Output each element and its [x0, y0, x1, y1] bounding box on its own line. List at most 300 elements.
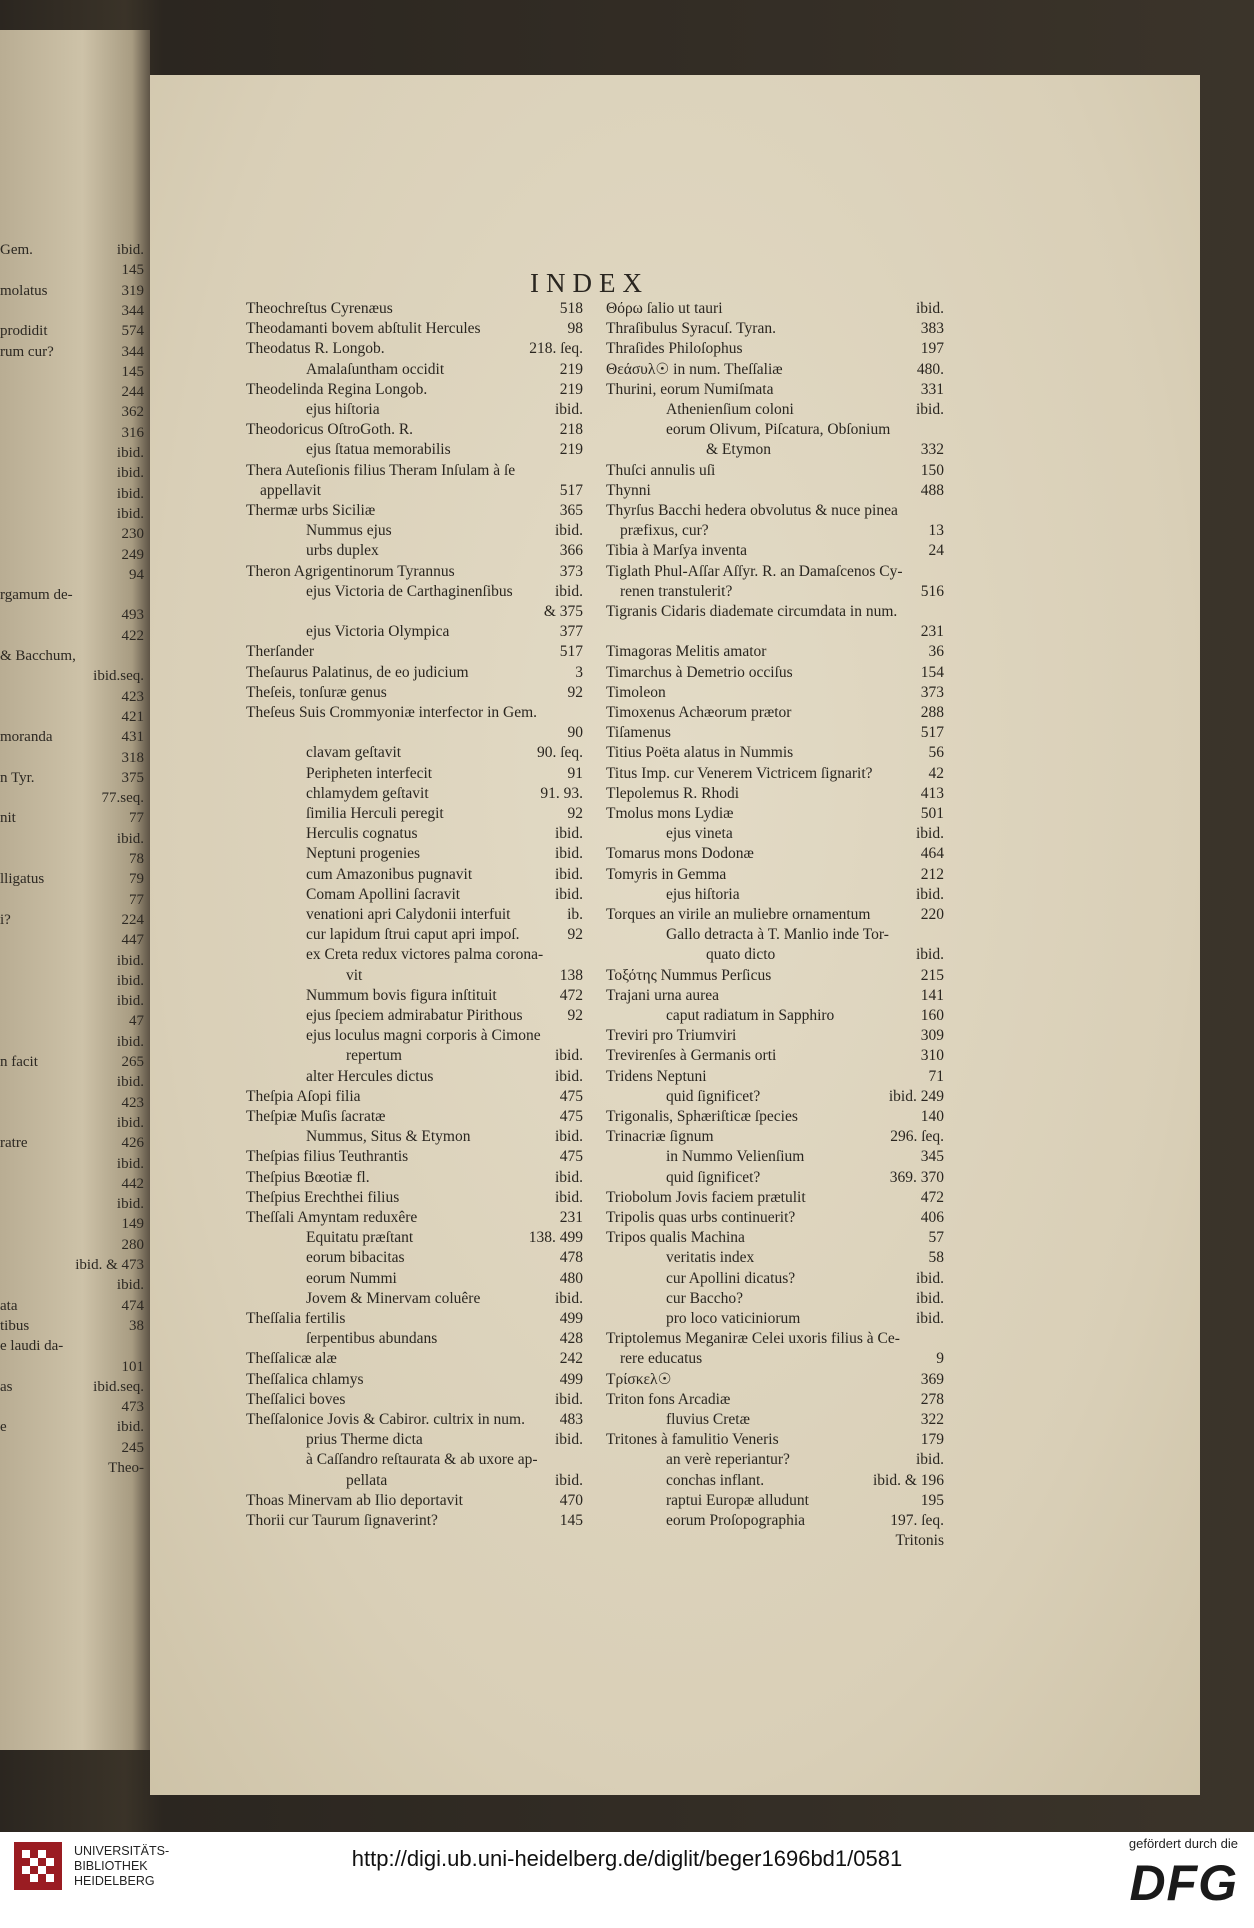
index-entry [606, 1491, 944, 1511]
entry-text: Timagoras Melitis amator [606, 643, 767, 661]
entry-text: Theron Agrigentinorum Tyrannus [246, 562, 455, 580]
entry-page-number: 219 [559, 441, 583, 459]
index-entry [606, 1188, 944, 1208]
left-page-number: 244 [121, 384, 144, 401]
entry-page-number: 377 [559, 623, 583, 641]
entry-text: Theodamanti bovem abſtulit Hercules [246, 320, 481, 338]
entry-page-number: 322 [920, 1411, 944, 1428]
entry-text: ex Creta redux victores palma corona- [306, 946, 544, 964]
entry-text: Thoas Minervam ab Ilio deportavit [246, 1491, 463, 1509]
entry-page-number: 138. 499 [528, 1229, 583, 1247]
entry-text: Therſander [246, 643, 314, 661]
index-entry [246, 380, 583, 400]
index-entry [246, 461, 583, 481]
entry-page-number: 90. ſeq. [536, 744, 583, 762]
entry-page-number: 310 [920, 1047, 944, 1065]
index-entry [606, 885, 944, 905]
index-entry [246, 1390, 583, 1410]
index-entry [606, 440, 944, 460]
entry-page-number: ibid. [916, 1269, 944, 1287]
left-page-fragment: tibus [0, 1317, 30, 1334]
entry-text: urbs duplex [306, 542, 379, 560]
permalink-url[interactable]: http://digi.ub.uni-heidelberg.de/diglit/beger1696bd1/0581 [351, 1846, 903, 1871]
entry-text: Tigranis Cidaris diademate circumdata in num. [606, 603, 898, 620]
left-page-number: 47 [129, 1013, 144, 1030]
left-page-number: 474 [121, 1297, 144, 1314]
entry-page-number: ibid. [555, 845, 583, 863]
entry-text: Theſpia Aſopi filia [246, 1087, 361, 1105]
left-page-number: 265 [121, 1054, 144, 1070]
entry-text: Tripolis quas urbs continuerit? [606, 1209, 796, 1226]
entry-text: ſimilia Herculi peregit [306, 805, 444, 822]
index-entry [606, 1390, 944, 1410]
entry-page-number: 150 [920, 461, 944, 479]
entry-page-number: ibid. [555, 582, 583, 600]
index-entry [246, 1147, 583, 1167]
index-entry [606, 966, 944, 986]
entry-text: ejus ſpeciem admirabatur Pirithous [306, 1007, 523, 1024]
index-entry [246, 905, 583, 925]
entry-page-number: 197 [920, 340, 944, 358]
entry-page-number: 3 [575, 663, 583, 681]
entry-page-number: 56 [928, 744, 944, 762]
entry-page-number: ibid. [555, 1047, 583, 1065]
index-entry [246, 723, 583, 743]
entry-text: Tridens Neptuni [606, 1067, 707, 1085]
entry-page-number: 91 [567, 764, 583, 782]
entry-page-number: 517 [559, 643, 583, 661]
index-entry [246, 582, 583, 602]
left-page-number: ibid. [116, 1277, 144, 1294]
index-entry [606, 420, 944, 440]
entry-text: Herculis cognatus [306, 825, 418, 843]
entry-text: quid ſignificet? [666, 1168, 761, 1186]
index-entry [246, 1046, 583, 1066]
entry-text: fluvius Cretæ [666, 1411, 750, 1428]
left-page-number: ibid. [116, 1074, 144, 1091]
index-entry [246, 885, 583, 905]
university-name-line1: UNIVERSITÄTS- [74, 1844, 170, 1858]
index-entry [246, 1349, 583, 1369]
left-page-number: 38 [129, 1317, 144, 1334]
entry-text: Tibia à Marſya inventa [606, 542, 748, 560]
entry-text: præfixus, cur? [620, 522, 709, 540]
entry-page-number: 195 [920, 1491, 944, 1509]
index-entry [246, 319, 583, 339]
left-page-number: ibid. [116, 485, 144, 502]
entry-text: in Nummo Velienſium [666, 1148, 805, 1166]
entry-page-number: ibid. [555, 825, 583, 843]
left-page-number: ibid. [116, 242, 144, 258]
entry-text: Tritones à famulitio Veneris [606, 1431, 779, 1449]
index-entry [246, 1269, 583, 1289]
index-entry [246, 360, 583, 380]
entry-text: chlamydem geſtavit [306, 784, 429, 802]
entry-text: ejus Victoria Olympica [306, 623, 450, 641]
index-entry [246, 1430, 583, 1450]
entry-text: Theochreſtus Cyrenæus [246, 300, 393, 317]
left-page-fragment: nit [0, 810, 16, 827]
entry-text: eorum Proſopographia [666, 1512, 806, 1529]
entry-text: Comam Apollini ſacravit [306, 885, 461, 903]
index-entry [606, 1168, 944, 1188]
left-page-number: ibid. [116, 1033, 144, 1050]
entry-page-number: ibid. & 196 [872, 1471, 944, 1489]
entry-page-number: 366 [559, 542, 583, 560]
entry-page-number: 472 [559, 986, 583, 1004]
entry-page-number: 332 [920, 441, 944, 459]
index-entry [246, 1188, 583, 1208]
entry-text: Theſeus Suis Crommyoniæ interfector in Gem. [246, 704, 538, 721]
left-page-number: 423 [121, 1094, 144, 1111]
entry-page-number: 13 [928, 522, 944, 540]
entry-page-number: 218 [559, 421, 583, 439]
entry-page-number: 470 [559, 1491, 583, 1509]
entry-text: cur lapidum ſtrui caput apri impoſ. [306, 926, 520, 944]
entry-page-number: 428 [559, 1330, 583, 1348]
left-page-fragment: as [0, 1378, 13, 1395]
index-entry [606, 743, 944, 763]
entry-page-number: 278 [920, 1390, 944, 1408]
entry-text: Thyrſus Bacchi hedera obvolutus & nuce pinea [606, 502, 898, 519]
entry-page-number: ibid. [555, 1471, 583, 1489]
entry-text: Timarchus à Demetrio occiſus [606, 663, 793, 681]
footer-bar [0, 1832, 1254, 1928]
entry-page-number: 501 [920, 805, 944, 822]
entry-page-number: 98 [567, 320, 583, 338]
entry-page-number: 92 [567, 683, 583, 701]
index-entry [606, 1228, 944, 1248]
entry-text: Theſpias filius Teuthrantis [246, 1148, 409, 1166]
entry-text: ejus Victoria de Carthaginenſibus [306, 582, 513, 600]
index-entry [246, 844, 583, 864]
entry-text: Thurini, eorum Numiſmata [606, 380, 774, 398]
university-name-line3: HEIDELBERG [74, 1874, 155, 1888]
index-entry [246, 1471, 583, 1491]
entry-text: pro loco vaticiniorum [666, 1310, 801, 1327]
entry-text: Tomyris in Gemma [606, 865, 727, 883]
index-entry [246, 541, 583, 561]
entry-text: Trigonalis, Sphæriſticæ ſpecies [606, 1108, 798, 1125]
entry-text: repertum [346, 1047, 402, 1065]
left-page-fragment: rum cur? [0, 343, 54, 360]
entry-text: Thuſci annulis uſi [606, 461, 716, 479]
index-entry [246, 1410, 583, 1430]
entry-text: quid ſignificet? [666, 1087, 761, 1105]
entry-text: Theſſalici boves [246, 1390, 346, 1408]
left-page-number: Theo- [108, 1460, 144, 1476]
entry-page-number: 220 [920, 906, 944, 923]
entry-text: Treviri pro Triumviri [606, 1027, 737, 1045]
sponsor-label: gefördert durch die [1128, 1836, 1238, 1851]
entry-text: Thorii cur Taurum ſignaverint? [246, 1512, 438, 1529]
entry-text: vit [346, 966, 363, 984]
entry-page-number: 92 [567, 805, 583, 822]
left-page-number: 344 [121, 302, 144, 319]
index-entry [606, 865, 944, 885]
index-entry [606, 1410, 944, 1430]
left-page-number: ibid. [116, 972, 144, 989]
index-entry [606, 986, 944, 1006]
left-page-number: ibid. [116, 1155, 144, 1172]
index-entry [606, 723, 944, 743]
entry-page-number: 90 [567, 724, 583, 742]
entry-page-number: ibid. [916, 825, 944, 843]
entry-page-number: 483 [559, 1411, 583, 1428]
left-page-number: 224 [121, 911, 144, 928]
entry-page-number: 499 [559, 1370, 583, 1388]
index-entry [246, 1370, 583, 1390]
index-entry [246, 299, 583, 319]
entry-text: Θεάσυλ☉ in num. Theſſaliæ [606, 360, 783, 378]
left-page-number: 423 [121, 688, 144, 705]
entry-page-number: ibid. [555, 865, 583, 883]
entry-text: Thermæ urbs Siciliæ [246, 502, 376, 519]
index-entry [606, 380, 944, 400]
index-entry [246, 1067, 583, 1087]
entry-text: Amalaſuntham occidit [306, 360, 445, 378]
index-entry [246, 1511, 583, 1531]
entry-text: Torques an virile an muliebre ornamentum [606, 906, 871, 923]
index-entry [246, 602, 583, 622]
entry-text: Titius Poëta alatus in Nummis [606, 744, 794, 762]
entry-text: Neptuni progenies [306, 845, 421, 863]
entry-text: Tiglath Phul-Aſſar Aſſyr. R. an Damaſcenos Cy- [606, 562, 903, 580]
entry-text: Thraſibulus Syracuſ. Tyran. [606, 320, 776, 338]
left-page-fragment: e laudi da- [0, 1338, 64, 1355]
entry-page-number: 365 [559, 502, 583, 519]
entry-page-number: ibid. [555, 1431, 583, 1449]
index-entry [606, 319, 944, 339]
index-entry [606, 360, 944, 380]
left-page-fragment: rgamum de- [0, 587, 73, 604]
left-page-number: ibid. [116, 1114, 144, 1131]
index-entry [606, 1127, 944, 1147]
entry-page-number: 179 [920, 1431, 944, 1449]
index-entry [246, 804, 583, 824]
index-entry [246, 986, 583, 1006]
entry-text: Theodoricus OſtroGoth. R. [246, 421, 414, 439]
entry-text: Θόρω ſalio ut tauri [606, 300, 723, 317]
index-entry [606, 945, 944, 965]
entry-page-number: 138 [559, 966, 583, 984]
entry-text: Theſaurus Palatinus, de eo judicium [246, 663, 469, 681]
left-page-edge [0, 30, 150, 1750]
index-entry [246, 945, 583, 965]
left-page-number: 230 [121, 526, 144, 543]
index-entry [606, 784, 944, 804]
left-page-number: ibid. [116, 1196, 144, 1213]
index-entry [606, 642, 944, 662]
index-entry [606, 683, 944, 703]
entry-page-number: 215 [920, 966, 944, 984]
index-entry [606, 501, 944, 521]
index-entry [606, 1087, 944, 1107]
left-page-number: ibid. [116, 1419, 144, 1436]
left-page-number: ibid.seq. [93, 1378, 144, 1395]
entry-page-number: 413 [920, 784, 944, 802]
left-page-fragment: n facit [0, 1054, 38, 1070]
entry-page-number: 197. ſeq. [890, 1512, 944, 1529]
entry-page-number: ibid. [555, 1067, 583, 1085]
entry-text: Tiſamenus [606, 724, 671, 742]
entry-text: Theſſalicæ alæ [246, 1350, 337, 1368]
entry-text: Theſſali Amyntam reduxêre [246, 1209, 418, 1226]
entry-text: Triobolum Jovis faciem prætulit [606, 1188, 806, 1206]
entry-page-number: ibid. 249 [888, 1087, 944, 1105]
left-page-number: 344 [121, 343, 144, 360]
entry-text: Nummus ejus [306, 522, 392, 540]
entry-page-number: 218. ſeq. [529, 340, 583, 358]
entry-page-number: 373 [559, 562, 583, 580]
entry-text: rere educatus [620, 1350, 703, 1368]
index-entry [246, 481, 583, 501]
index-entry [246, 966, 583, 986]
index-entry [606, 1349, 944, 1369]
entry-page-number: 475 [559, 1087, 583, 1105]
index-entry [246, 562, 583, 582]
left-page-number: 375 [121, 769, 144, 786]
entry-text: pellata [346, 1471, 388, 1489]
left-page-number: 447 [121, 932, 144, 949]
index-entry [246, 1329, 583, 1349]
left-page-fragment: Gem. [0, 242, 33, 258]
entry-page-number: 231 [559, 1209, 583, 1226]
entry-text: Theodelinda Regina Longob. [246, 380, 428, 398]
entry-page-number: 140 [920, 1108, 944, 1125]
entry-text: Thera Auteſionis filius Theram Inſulam à ſe [246, 461, 516, 479]
entry-page-number: ibid. [916, 401, 944, 418]
left-page-number: 442 [121, 1175, 144, 1192]
entry-text: ejus vineta [666, 825, 733, 843]
entry-text: Τρίσκελ☉ [606, 1370, 672, 1388]
entry-page-number: 480. [916, 360, 944, 378]
entry-page-number: 517 [920, 724, 944, 742]
entry-page-number: 475 [559, 1108, 583, 1125]
index-entry [246, 663, 583, 683]
entry-text: prius Therme dicta [306, 1431, 423, 1449]
entry-text: Tomarus mons Dodonæ [606, 845, 754, 863]
entry-page-number: 480 [559, 1269, 583, 1287]
university-name-line2: BIBLIOTHEK [74, 1859, 148, 1873]
entry-page-number: 517 [559, 481, 583, 499]
left-page-number: 77.seq. [101, 790, 144, 807]
left-page-fragment: moranda [0, 729, 53, 746]
left-page-number: ibid. [116, 830, 144, 847]
entry-page-number: 242 [559, 1350, 583, 1368]
entry-text: cur Apollini dicatus? [666, 1269, 796, 1287]
entry-page-number: ibid. [555, 1188, 583, 1206]
left-page-fragment: ata [0, 1297, 18, 1314]
entry-page-number: ibid. [916, 300, 944, 317]
entry-page-number: 9 [936, 1350, 944, 1368]
left-page-fragment: i? [0, 911, 11, 928]
index-entry [246, 1309, 583, 1329]
entry-page-number: 309 [920, 1027, 944, 1045]
left-page-number: 77 [129, 810, 144, 827]
entry-text: Athenienſium coloni [666, 401, 794, 418]
left-page-number: 149 [121, 1216, 144, 1233]
entry-text: Triptolemus Meganiræ Celei uxoris filius à Ce- [606, 1330, 900, 1348]
entry-text: venationi apri Calydonii interfuit [306, 906, 511, 923]
entry-page-number: 231 [920, 623, 944, 641]
page-title: INDEX [530, 268, 649, 298]
left-page-fragment: molatus [0, 282, 48, 299]
left-page-number: 78 [129, 851, 144, 867]
index-entry [246, 1248, 583, 1268]
index-entry [606, 1067, 944, 1087]
entry-page-number: 288 [920, 704, 944, 721]
entry-text: appellavit [260, 481, 322, 499]
entry-page-number: 141 [920, 986, 944, 1004]
left-page-number: ibid. & 473 [75, 1257, 144, 1273]
index-entry [606, 1046, 944, 1066]
entry-page-number: 160 [920, 1007, 944, 1024]
left-page-number: 245 [121, 1439, 144, 1456]
entry-page-number: ibid. [916, 1310, 944, 1327]
entry-page-number: 331 [920, 380, 944, 398]
index-entry [606, 622, 944, 642]
entry-text: an verè reperiantur? [666, 1451, 790, 1469]
index-entry [606, 925, 944, 945]
index-entry [606, 582, 944, 602]
entry-text: Thynni [606, 481, 651, 499]
entry-page-number: ibid. [916, 885, 944, 903]
entry-text: Theſſalia fertilis [246, 1310, 346, 1327]
entry-page-number: 71 [928, 1067, 944, 1085]
entry-text: veritatis index [666, 1249, 755, 1267]
entry-page-number: 92 [567, 926, 583, 944]
index-entry [246, 1127, 583, 1147]
entry-text: Nummus, Situs & Etymon [306, 1128, 471, 1146]
left-page-fragment: ratre [0, 1135, 28, 1152]
left-page-number: 426 [121, 1135, 144, 1152]
index-entry [246, 622, 583, 642]
index-entry [606, 602, 944, 622]
index-entry [246, 683, 583, 703]
entry-text: Gallo detracta à T. Manlio inde Tor- [666, 926, 889, 944]
index-entry [606, 1026, 944, 1046]
left-page-number: 79 [129, 871, 144, 888]
entry-page-number: ibid. [555, 885, 583, 903]
entry-page-number: 219 [559, 380, 583, 398]
entry-page-number: 369. 370 [889, 1168, 944, 1186]
index-entry [246, 420, 583, 440]
left-page-number: 319 [121, 282, 144, 299]
index-entry [606, 1511, 944, 1531]
entry-text: & Etymon [706, 441, 772, 459]
left-page-number: 316 [121, 424, 144, 441]
entry-page-number: 92 [567, 1007, 583, 1024]
entry-page-number: ibid. [555, 1128, 583, 1146]
entry-page-number: ibid. [916, 946, 944, 964]
entry-page-number: ibid. [555, 1289, 583, 1307]
index-entry [246, 1087, 583, 1107]
entry-text: Theſpius Erechthei filius [246, 1188, 400, 1206]
entry-page-number: 475 [559, 1148, 583, 1166]
entry-text: quato dicto [706, 946, 776, 964]
entry-text: Τοξότης Nummus Perſicus [606, 966, 772, 984]
entry-text: Theſeis, tonſuræ genus [246, 683, 387, 701]
index-entry [606, 541, 944, 561]
left-page-fragment: n Tyr. [0, 769, 35, 786]
left-page-number: 473 [121, 1399, 144, 1416]
left-page-number: 94 [129, 566, 144, 583]
entry-text: Titus Imp. cur Venerem Victricem ſignarit? [606, 764, 873, 782]
left-page-number: 431 [121, 729, 144, 746]
index-entry [606, 1107, 944, 1127]
entry-text: Theſſalonice Jovis & Cabiror. cultrix in num. [246, 1411, 525, 1428]
